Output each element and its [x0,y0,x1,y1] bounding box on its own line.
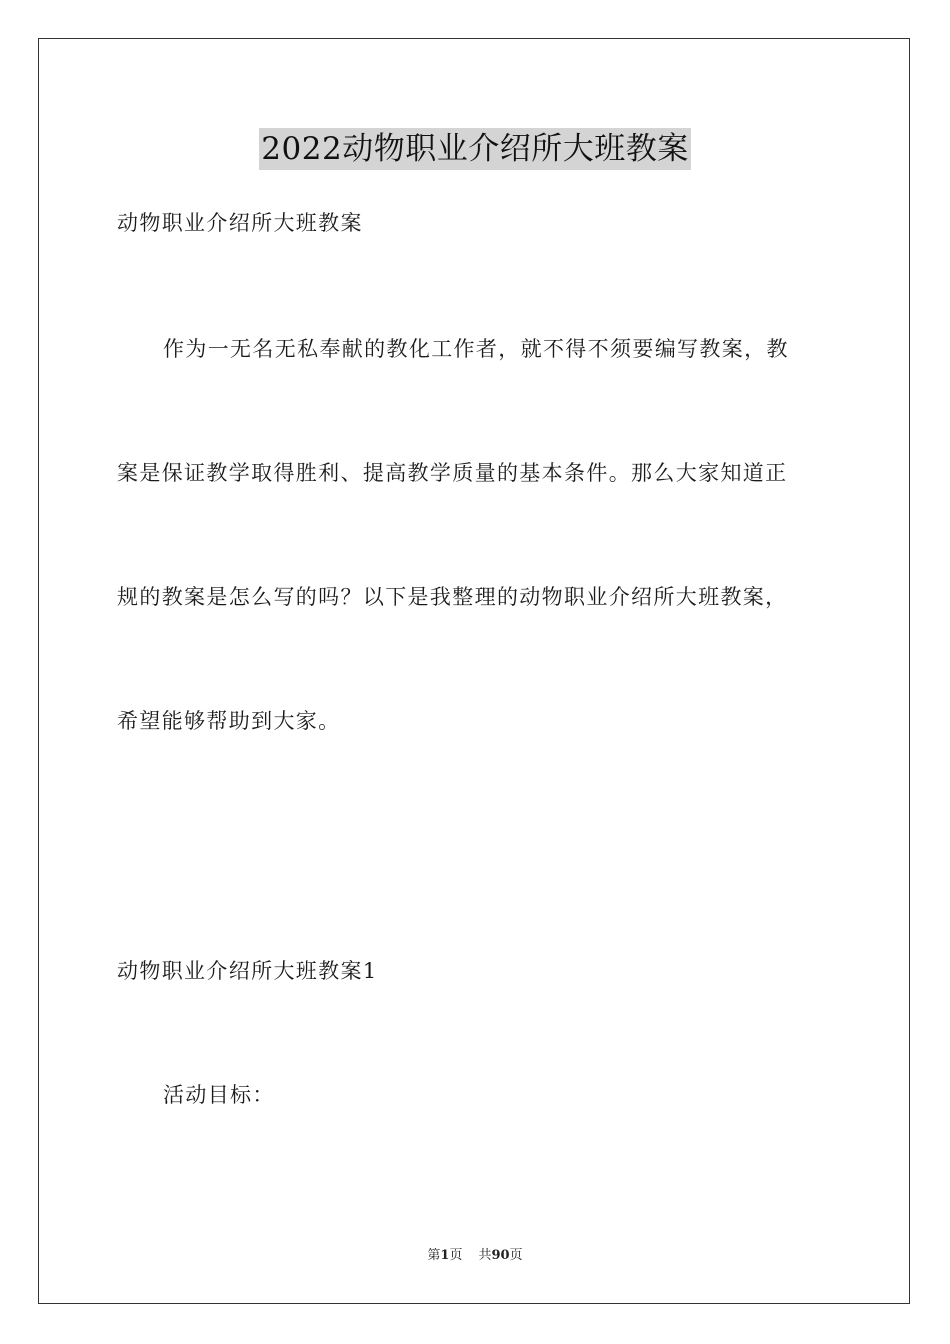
footer-page-number: 1 [440,1248,450,1263]
document-subtitle: 动物职业介绍所大班教案 [117,211,363,235]
section-subheading: 活动目标： [163,1083,275,1107]
section-heading: 动物职业介绍所大班教案1 [117,959,378,983]
footer-page-suffix: 页 [449,1248,463,1263]
footer-total-prefix: 共 [478,1248,492,1263]
document-title: 2022动物职业介绍所大班教案 [259,128,690,170]
page-footer [0,1247,950,1265]
footer-total-suffix: 页 [509,1248,523,1263]
title-container [0,128,950,170]
intro-line-3: 规的教案是怎么写的吗？以下是我整理的动物职业介绍所大班教案， [117,585,788,609]
intro-line-2: 案是保证教学取得胜利、提高教学质量的基本条件。那么大家知道正 [117,461,788,485]
footer-page-prefix: 第 [427,1248,441,1263]
intro-line-4: 希望能够帮助到大家。 [117,709,341,733]
intro-line-1: 作为一无名无私奉献的教化工作者，就不得不须要编写教案，教 [163,337,789,361]
footer-total-pages: 90 [491,1248,510,1263]
